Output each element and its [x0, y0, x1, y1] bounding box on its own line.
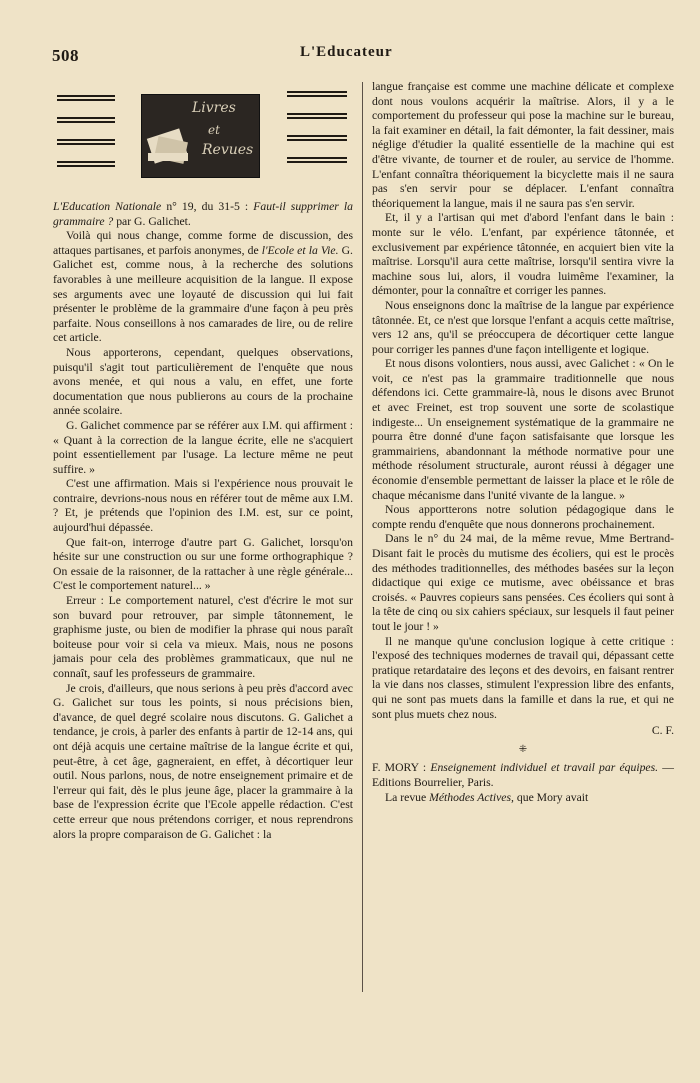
books-illustration [141, 94, 260, 178]
text: G. Galichet est, comme nous, à la recherche des solutions favorables à une meilleure acquisition de la langue. Il expose ses arguments avec une loyauté de discussion qui lui fait présenter le problème de la grammaire d'une façon à peu près parfaite. Nous conseillons à nos camarades de lire, ou de relire cet article. [53, 243, 353, 345]
review-title: Enseignement individuel et travail par équipes. [430, 761, 659, 775]
paragraph: Il ne manque qu'une conclusion logique à cette critique : l'exposé des techniques modernes de travail qui, dépassant cette pratique retardataire des leçons et des devoirs, en faisant rentrer la vie dans nos classes, stimulent l'expression libre des enfants, qui ne sont pas muets dans la famille et dans la rue, et qui ne sont plus muets chez nous. [372, 634, 674, 721]
paragraph [53, 229, 353, 346]
section-logo [53, 86, 353, 196]
review-author: F. MORY : [372, 761, 427, 775]
paragraph: C'est une affirmation. Mais si l'expérience nous prouvait le contraire, devrions-nous nous en référer tout de même aux I.M. ? Et, je prétends que l'opinion des I.M. est, sur ce point, aujourd'hui dépassée. [53, 477, 353, 535]
paragraph: Nous apporterons, cependant, quelques observations, puisqu'il s'agit tout particulièrement de l'enquête que nous avons menée, et qui nous a valu, en effet, une forte documentation que nous publierons au cours de la prochaine année scolaire. [53, 345, 353, 418]
article-title: Faut-il supprimer la grammaire ? [53, 200, 354, 228]
review-citation [53, 200, 353, 229]
paragraph: G. Galichet commence par se référer aux I.M. qui affirment : « Quant à la correction de la langue écrite, elle ne s'acquiert point essentiellement par l'usage. La lecture même ne peut suffire. » [53, 418, 353, 476]
review-publisher: — Editions Bourrelier, Paris. [372, 761, 674, 789]
journal-name: L'Education Nationale [53, 200, 162, 213]
logo-text-3: Revues [202, 142, 254, 158]
journal-issue: n° 19, du 31-5 : [166, 200, 249, 213]
left-column [53, 86, 353, 842]
running-head: L'Educateur [300, 44, 393, 60]
section-ornament: ⁜ [518, 743, 528, 755]
text: Voilà qui nous change, comme forme de discussion, des attaques partisanes, et parfois anonymes, de [53, 229, 353, 257]
paragraph: Erreur : Le comportement naturel, c'est d'écrire le mot sur son buvard pour retrouver, par simple tâtonnement, le graphisme juste, ou bien de modifier la phrase qui nous paraît boiteuse pour voir si cela va mieux. Mais, nous ne posons jamais pour cela des problèmes grammaticaux, que nul ne connaît, sauf les professeurs de grammaire. [53, 594, 353, 680]
paragraph: Je crois, d'ailleurs, que nous serions à peu près d'accord avec G. Galichet sur tous les points, si nous précisions bien, d'avance, de quel degré scolaire nous discutons. G. Galichet a tendance, je crois, à parler des enfants à partir de 12-14 ans, qui ont déjà acquis une certaine maîtrise de la langue écrite et qui, peut-être, à cet âge, gagneraient, en effet, à décortiquer leur outil. Nous parlons, nous, de notre enseignement primaire et de l'erreur qui fait, dès le plus jeune âge, placer la grammaire à la base de l'expression écrite que l'Ecole appelle rédaction. C'est cette erreur que nous prétendons corriger, et nous reprendrons alors la propre comparaison de G. Galichet : la [53, 681, 353, 841]
paragraph: Nous enseignons donc la maîtrise de la langue par expérience tâtonnée. Et, ce n'est que lorsque l'enfant a acquis cette maîtrise, vers 12 ans, qu'il se préoccupera de décortiquer cette langue pour corriger les pannes d'une façon intelligente et logique. [372, 298, 674, 356]
logo-text-2: et [208, 123, 220, 137]
publication-name: l'Ecole et la Vie. [261, 243, 339, 257]
paragraph: Et nous disons volontiers, nous aussi, avec Galichet : « On le voit, ce n'est pas la grammaire traditionnelle que nous défendons ici. Cette grammaire-là, nous le disons avec Brunot et avec Freinet, est trop souvent une sorte de scolastique indigeste... Un enseignement systématique de la grammaire ne pourra être donné d'une façon satisfaisante que lorsque les grammairiens, abandonnant la méthode normative pour une méthode résolument structurale, auront réussi à dégager une économie d'ensemble permettant de laisser la place et le rôle de chaque mécanisme dans l'unité vivante de la langue. » [372, 357, 674, 502]
paragraph: Dans le n° du 24 mai, de la même revue, Mme Bertrand-Disant fait le procès du mutisme des écoliers, qui est le procès des méthodes traditionnelles, des méthodes basées sur la leçon didactique qui exige ce mutisme, avec obéissance et bras croisés. « Pauvres copieurs sans pensées. Ces écoliers qui sont à la tête de cinq ou six cahiers spéciaux, sur lesquels il faut peiner tout le jour ! » [372, 532, 674, 633]
decorative-bars-left [53, 92, 119, 172]
article-author: par G. Galichet. [116, 214, 191, 228]
paragraph: Et, il y a l'artisan qui met d'abord l'enfant dans le bain : monte sur le vélo. L'enfant, par expérience tâtonnée, et exclusivement par expérience tâtonnée, en acquiert bien vite la maîtrise. Lorsqu'il aura cette maîtrise, lorsqu'il sentira vivre la machine sous lui, alors, il voudra luimême l'examiner, la démonter, pour la connaître et corriger les pannes. [372, 211, 674, 298]
paragraph: Que fait-on, interroge d'autre part G. Galichet, lorsqu'on hésite sur une construction ou sur une forme orthographique ? On essaie de la raisonner, de la rattacher à une règle générale... C'est le comportement naturel... » [53, 535, 353, 593]
review-citation [372, 761, 674, 790]
decorative-bars-right [285, 88, 351, 168]
column-divider [362, 82, 363, 992]
paragraph: langue française est comme une machine délicate et complexe dont nous voulons acquérir la maîtrise. Alors, il y a le comportement du professeur qui pose la machine sur le bureau, la fait examiner en détail, la fait démonter, la fait dessiner, mais néglige d'étudier la qualité essentielle de la machine qui est d'être vivante, de tourner et de rouler, au service de l'homme. L'enfant connaîtra théoriquement la bicyclette mais il ne saura pas s'en servir pour se déplacer. L'enfant connaîtra théoriquement la langue, mais il ne saura pas s'en servir. [372, 80, 674, 210]
text: que Mory avait [516, 790, 589, 804]
signature: C. F. [651, 724, 674, 738]
page-number: 508 [52, 46, 79, 65]
publication-name: Méthodes Actives, [429, 790, 514, 804]
paragraph: Nous apportterons notre solution pédagogique dans le compte rendu d'enquête que nous donnerons prochainement. [372, 503, 674, 531]
logo-text-1: Livres [192, 100, 236, 116]
paragraph [372, 791, 674, 806]
text: La revue [385, 790, 427, 804]
right-column [372, 80, 674, 805]
